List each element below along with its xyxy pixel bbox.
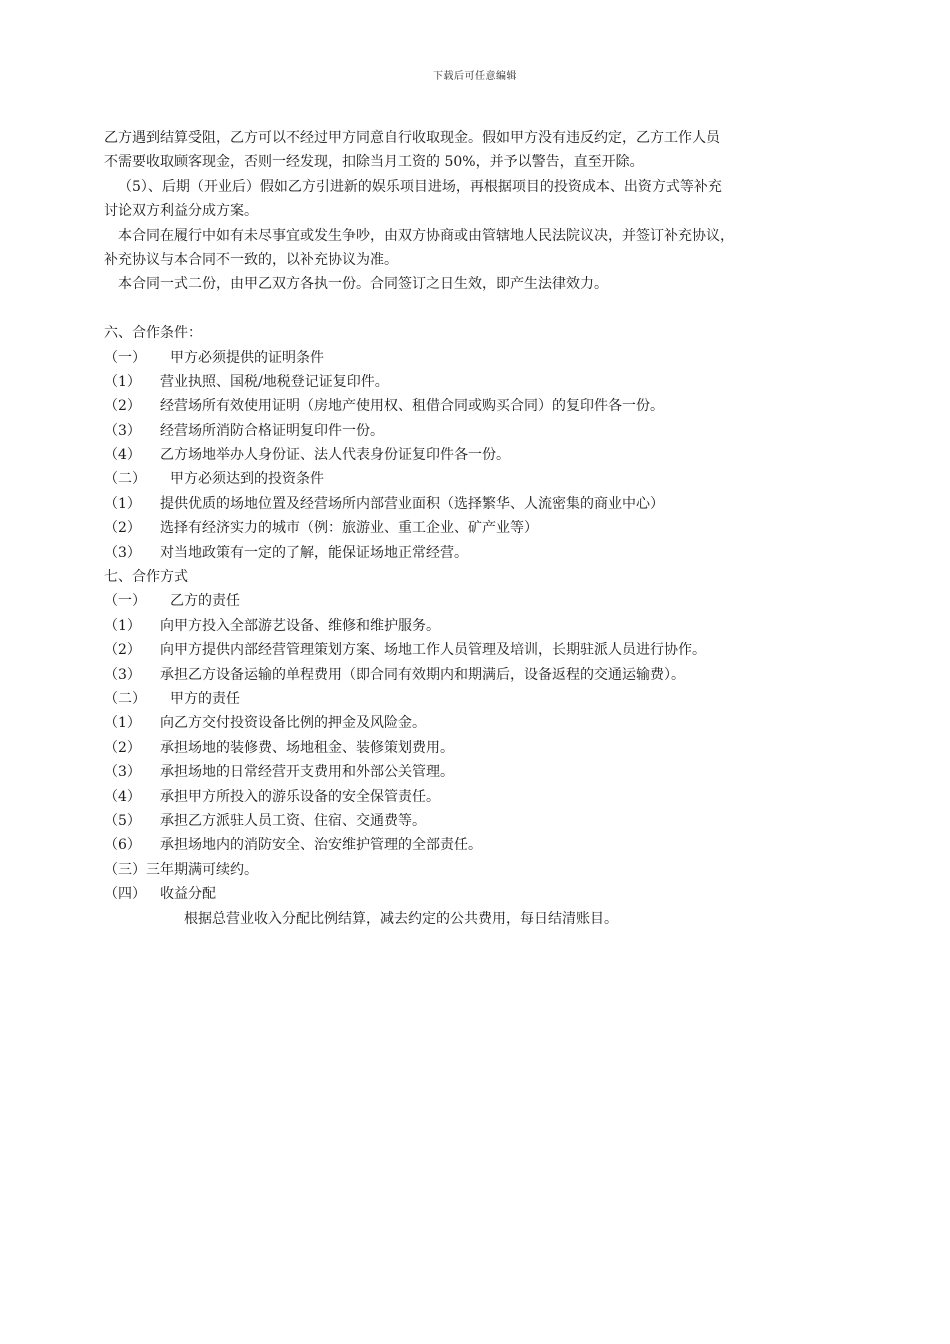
item-number: （3） [104, 422, 141, 439]
item-text: 乙方场地举办人身份证、法人代表身份证复印件各一份。 [160, 447, 510, 464]
item-number: （5） [104, 812, 141, 829]
subsection-number: （四） [104, 886, 146, 903]
paragraph-line: 补充协议与本合同不一致的，以补充协议为准。 [104, 251, 398, 268]
paragraph-line: 本合同在履行中如有未尽事宜或发生争吵，由双方协商或由管辖地人民法院议决，并签订补充协议， [118, 227, 734, 244]
item-text: 承担场地的日常经营开支费用和外部公关管理。 [160, 764, 454, 781]
item-number: （2） [104, 642, 141, 659]
list-item [104, 370, 864, 394]
item-text: 选择有经济实力的城市（例：旅游业、重工企业、矿产业等） [160, 520, 538, 537]
list-item [104, 785, 864, 809]
paragraph-line: 根据总营业收入分配比例结算，减去约定的公共费用，每日结清账目。 [184, 910, 618, 927]
list-item [104, 516, 864, 540]
paragraph-line: 乙方遇到结算受阻，乙方可以不经过甲方同意自行收取现金。假如甲方没有违反约定，乙方工作人员 [104, 130, 720, 146]
item-text: 承担场地的装修费、场地租金、装修策划费用。 [160, 739, 454, 756]
item-text: 经营场所有效使用证明（房地产使用权、租借合同或购买合同）的复印件各一份。 [160, 398, 664, 415]
item-text: 承担乙方设备运输的单程费用（即合同有效期内和期满后，设备返程的交通运输费）。 [160, 666, 685, 683]
page-header: 下载后可任意编辑 [433, 71, 517, 82]
paragraph-line: 不需要收取顾客现金，否则一经发现，扣除当月工资的 50%，并予以警告，直至开除。 [104, 154, 644, 171]
subsection-heading [104, 687, 864, 711]
item-text: 对当地政策有一定的了解，能保证场地正常经营。 [160, 544, 468, 561]
item-text: 提供优质的场地位置及经营场所内部营业面积（选择繁华、人流密集的商业中心） [160, 495, 664, 512]
list-item [104, 614, 864, 638]
item-number: （1） [104, 495, 141, 512]
item-number: （6） [104, 837, 141, 854]
section-title: 七、合作方式 [104, 569, 188, 586]
subsection-text: 甲方必须达到的投资条件 [170, 471, 324, 488]
subsection-text: 收益分配 [160, 886, 216, 903]
list-item [104, 638, 864, 662]
subsection-heading [104, 589, 864, 613]
item-text: 向甲方提供内部经营管理策划方案、场地工作人员管理及培训，长期驻派人员进行协作。 [160, 642, 706, 659]
item-text: 承担场地内的消防安全、治安维护管理的全部责任。 [160, 837, 482, 854]
subsection-number: （一） [104, 593, 146, 610]
item-text: 向甲方投入全部游艺设备、维修和维护服务。 [160, 617, 440, 634]
item-number: （1） [104, 373, 141, 390]
list-item [104, 760, 864, 784]
item-text: 经营场所消防合格证明复印件一份。 [160, 422, 384, 439]
item-text: 承担甲方所投入的游乐设备的安全保管责任。 [160, 788, 440, 805]
list-item [104, 809, 864, 833]
subsection-heading [104, 882, 864, 906]
subsection-text: 乙方的责任 [170, 593, 240, 610]
subsection-number: （一） [104, 349, 146, 366]
list-item [104, 711, 864, 735]
item-number: （4） [104, 788, 141, 805]
subsection-number: （二） [104, 471, 146, 488]
item-number: （1） [104, 715, 141, 732]
list-item [104, 736, 864, 760]
paragraph-line: 讨论双方利益分成方案。 [104, 203, 258, 220]
subsection-heading: （三）三年期满可续约。 [104, 861, 258, 878]
paragraph-line: （5）、后期（开业后）假如乙方引进新的娱乐项目进场，再根据项目的投资成本、出资方式等补充 [118, 178, 722, 195]
document-body [104, 126, 864, 931]
item-text: 营业执照、国税/地税登记证复印件。 [160, 373, 389, 390]
list-item [104, 541, 864, 565]
item-number: （2） [104, 398, 141, 415]
subsection-number: （二） [104, 690, 146, 707]
section-title: 六、合作条件： [104, 325, 202, 342]
subsection-text: 甲方必须提供的证明条件 [170, 349, 324, 366]
subsection-heading [104, 467, 864, 491]
list-item [104, 394, 864, 418]
list-item [104, 443, 864, 467]
list-item [104, 419, 864, 443]
item-number: （3） [104, 764, 141, 781]
item-number: （3） [104, 544, 141, 561]
list-item [104, 663, 864, 687]
list-item [104, 492, 864, 516]
item-number: （1） [104, 617, 141, 634]
item-number: （3） [104, 666, 141, 683]
paragraph-line: 本合同一式二份，由甲乙双方各执一份。合同签订之日生效，即产生法律效力。 [118, 276, 608, 293]
item-text: 承担乙方派驻人员工资、住宿、交通费等。 [160, 812, 426, 829]
item-number: （2） [104, 739, 141, 756]
item-text: 向乙方交付投资设备比例的押金及风险金。 [160, 715, 426, 732]
item-number: （2） [104, 520, 141, 537]
list-item [104, 833, 864, 857]
spacer [104, 297, 864, 321]
subsection-text: 甲方的责任 [170, 690, 240, 707]
subsection-heading [104, 346, 864, 370]
item-number: （4） [104, 447, 141, 464]
